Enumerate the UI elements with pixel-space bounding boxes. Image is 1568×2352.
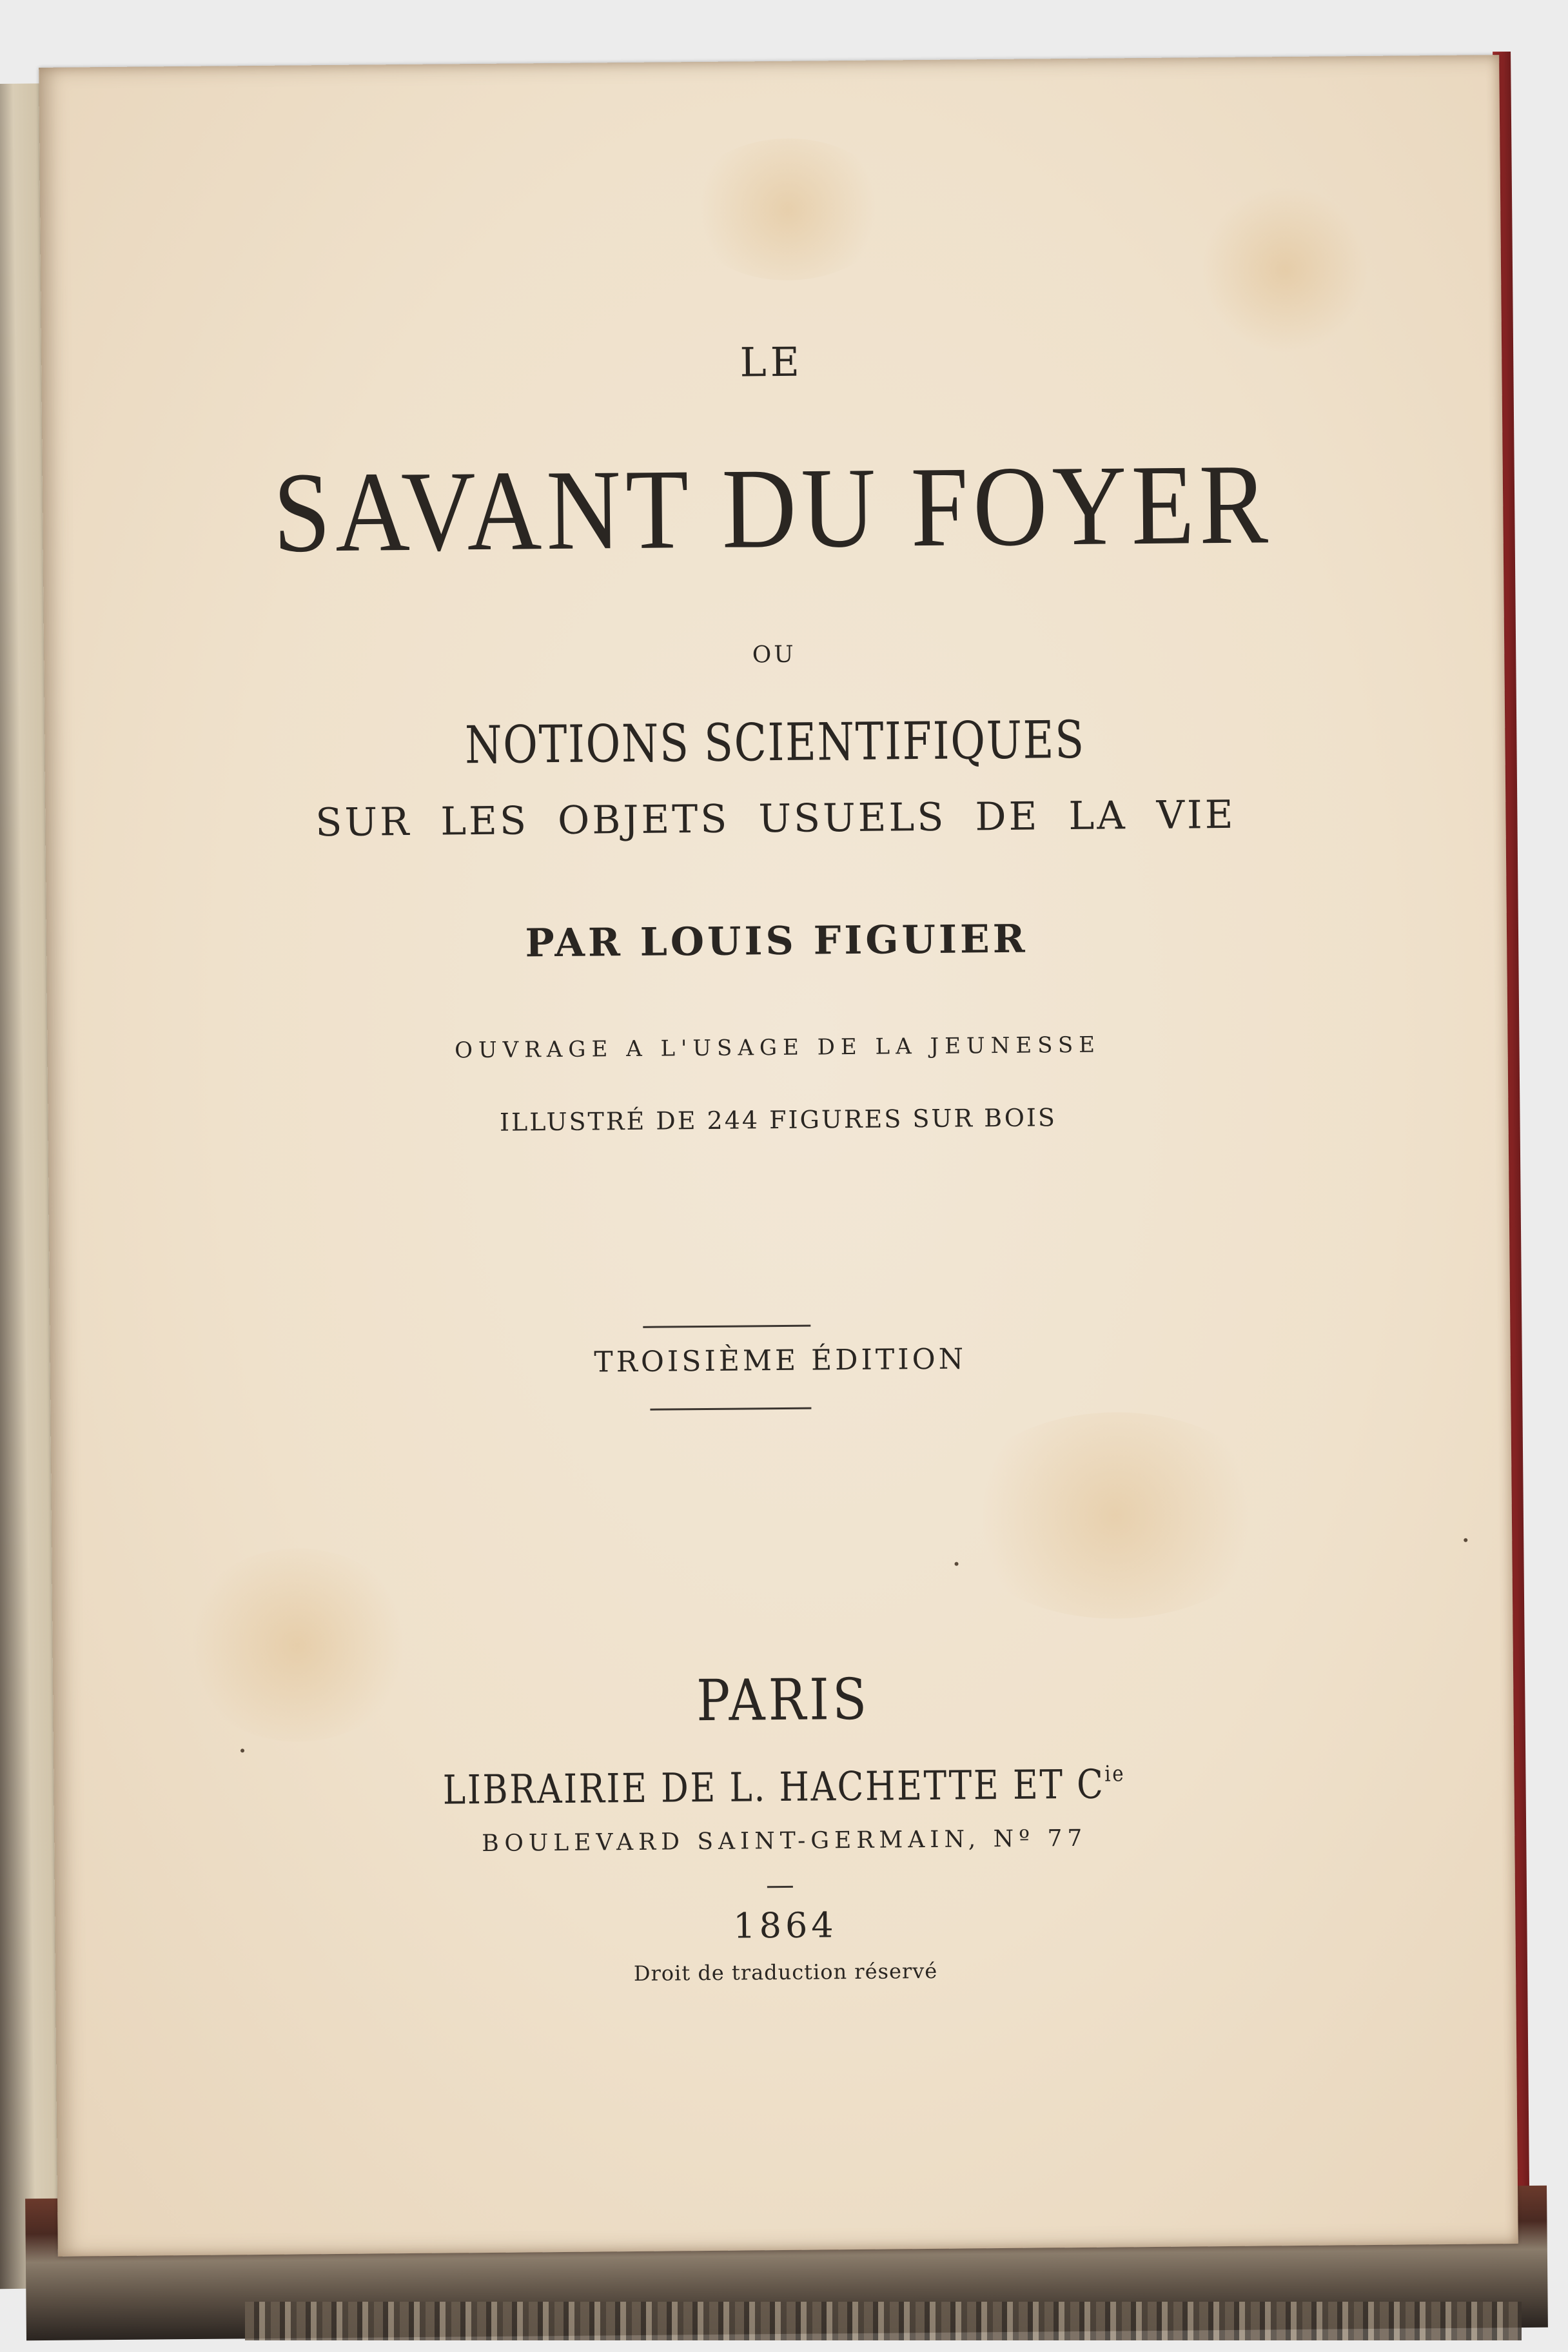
foxing-stain xyxy=(1200,185,1369,354)
rights-notice: Droit de traduction réservé xyxy=(633,1958,938,1986)
imprint-address: BOULEVARD SAINT-GERMAIN, Nº 77 xyxy=(482,1825,1088,1857)
marbled-edge xyxy=(245,2302,1522,2340)
title-conjunction: OU xyxy=(752,641,796,669)
subtitle-line-1: NOTIONS SCIENTIFIQUES xyxy=(464,709,1086,776)
title-page xyxy=(39,55,1518,2257)
subtitle-line-2: SUR LES OBJETS USUELS DE LA VIE xyxy=(315,792,1236,846)
paper-speck xyxy=(955,1562,959,1566)
edition-line: TROISIÈME ÉDITION xyxy=(594,1342,967,1379)
publisher-superscript: ie xyxy=(1104,1761,1126,1787)
foxing-stain xyxy=(684,137,892,281)
illustrations-line: ILLUSTRÉ DE 244 FIGURES SUR BOIS xyxy=(499,1103,1057,1137)
author-line: PAR LOUIS FIGUIER xyxy=(525,916,1028,966)
foxing-stain xyxy=(954,1411,1278,1620)
rule-above-edition xyxy=(643,1325,810,1328)
audience-line: OUVRAGE A L'USAGE DE LA JEUNESSE xyxy=(454,1032,1101,1064)
rule-below-edition xyxy=(650,1407,811,1411)
paper-speck xyxy=(1464,1538,1467,1542)
imprint-dash xyxy=(767,1886,793,1888)
publisher-name: LIBRAIRIE DE L. HACHETTE ET C xyxy=(442,1760,1105,1814)
imprint-year: 1864 xyxy=(732,1905,838,1946)
imprint-city: PARIS xyxy=(696,1665,870,1734)
title-article: LE xyxy=(740,338,804,386)
paper-speck xyxy=(240,1749,244,1752)
main-title: SAVANT DU FOYER xyxy=(272,440,1273,576)
imprint-publisher xyxy=(156,1758,1412,1816)
